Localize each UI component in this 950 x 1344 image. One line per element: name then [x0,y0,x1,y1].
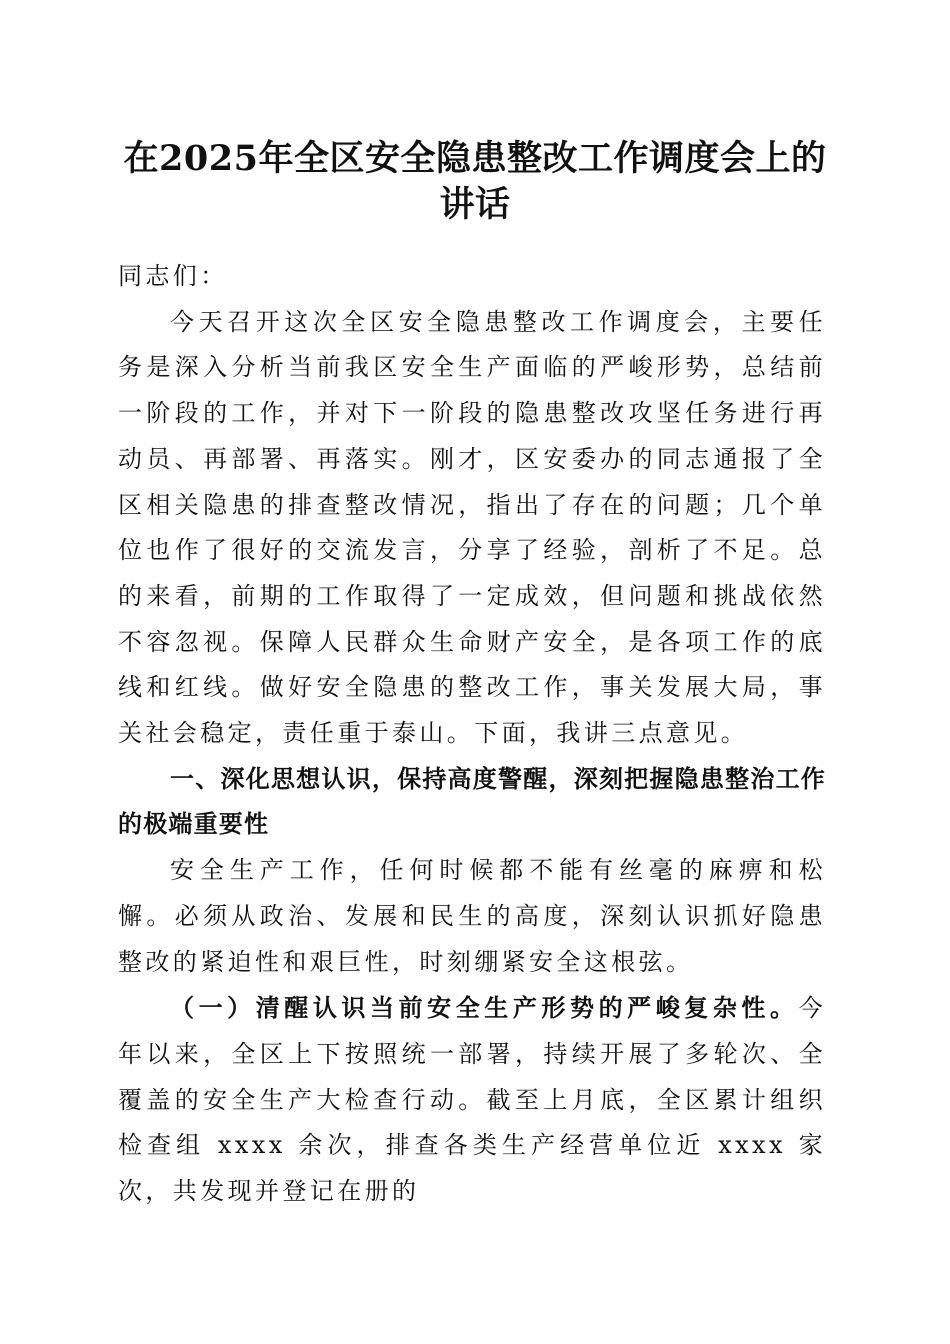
subsection-1-text: 今年以来，全区上下按照统一部署，持续开展了多轮次、全覆盖的安全生产大检查行动。截至上月底，全区累计组织检查组 xxxx 余次，排查各类生产经营单位近 xxxx 家次，共发现并登记在册的 [118,994,826,1206]
subsection-1-paragraph [118,985,826,1215]
section-1-paragraph: 安全生产工作，任何时候都不能有丝毫的麻痹和松懈。必须从政治、发展和民生的高度，深刻认识抓好隐患整改的紧迫性和艰巨性，时刻绷紧安全这根弦。 [118,856,826,976]
salutation: 同志们： [118,262,228,290]
intro-paragraph: 今天召开这次全区安全隐患整改工作调度会，主要任务是深入分析当前我区安全生产面临的严峻形势，总结前一阶段的工作，并对下一阶段的隐患整改攻坚任务进行再动员、再部署、再落实。刚才，区安委办的同志通报了全区相关隐患的排查整改情况，指出了存在的问题；几个单位也作了很好的交流发言，分享了经验，剖析了不足。总的来看，前期的工作取得了一定成效，但问题和挑战依然不容忽视。保障人民群众生命财产安全，是各项工作的底线和红线。做好安全隐患的整改工作，事关发展大局，事关社会稳定，责任重于泰山。下面，我讲三点意见。 [118,307,826,748]
document-title: 在2025年全区安全隐患整改工作调度会上的讲话 [123,138,827,225]
section-heading-1: 一、深化思想认识，保持高度警醒，深刻把握隐患整治工作的极端重要性 [118,764,826,839]
document-body [118,254,826,1215]
subsection-heading-1: （一）清醒认识当前安全生产形势的严峻复杂性。 [170,993,799,1023]
